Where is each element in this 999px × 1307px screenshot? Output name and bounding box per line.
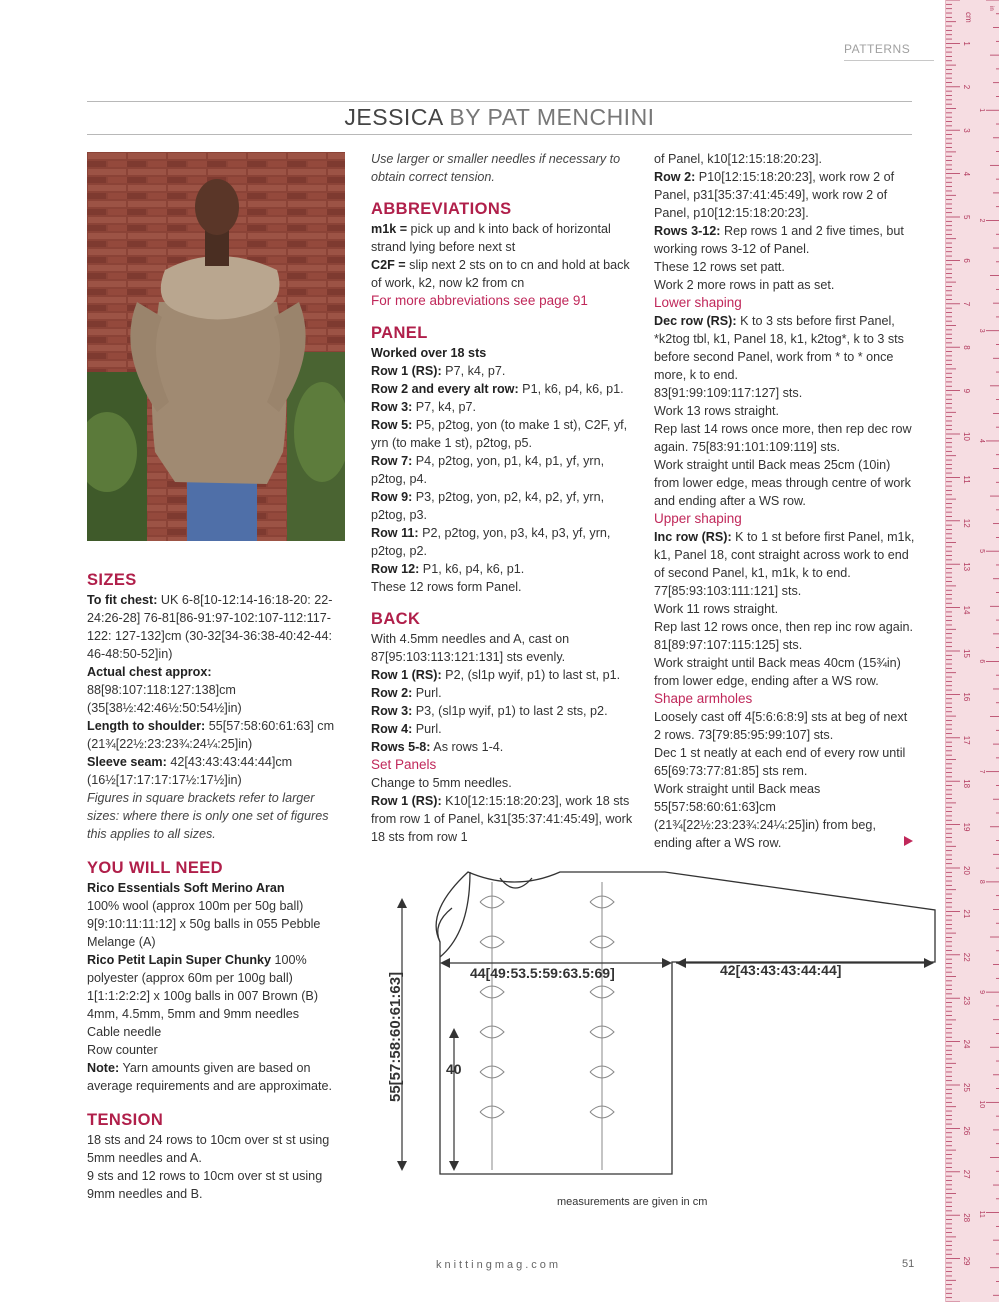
sleeve-label: Sleeve seam: <box>87 755 167 769</box>
panel-worked: Worked over 18 sts <box>371 346 487 360</box>
ruler-cm-number: 22 <box>962 952 971 962</box>
abbr-c2f-value: slip next 2 sts on to cn and hold at back of work, k2, now k2 from cn <box>371 258 630 290</box>
ruler-cm-number: 11 <box>962 475 971 484</box>
panel-row-2 <box>371 380 633 398</box>
upper-shaping-heading: Upper shaping <box>654 511 742 526</box>
tension-line-1: 18 sts and 24 rows to 10cm over st st using 5mm needles and A. <box>87 1133 330 1165</box>
row-text: P5, p2tog, yon (to make 1 st), C2F, yf, yrn (to make 1 st), p2tog, p5. <box>371 418 628 450</box>
abbr-m1k-label: m1k = <box>371 222 408 236</box>
title-rule-top <box>87 101 912 102</box>
row-2 <box>654 168 916 222</box>
ruler-cm-number: 19 <box>962 822 971 832</box>
row-text: As rows 1-4. <box>430 740 504 754</box>
ruler-cm-number: 4 <box>962 171 971 177</box>
row-label: Row 1 (RS): <box>371 364 442 378</box>
shape-armholes-heading: Shape armholes <box>654 691 753 706</box>
ruler-cm-number: 6 <box>962 258 971 263</box>
back-heading: BACK <box>371 610 421 628</box>
pattern-author: BY PAT MENCHINI <box>442 104 655 130</box>
needles: 4mm, 4.5mm, 5mm and 9mm needles <box>87 1007 300 1021</box>
ruler-cm-number: 9 <box>962 388 971 394</box>
row-label: Row 1 (RS): <box>371 794 442 808</box>
yarn2-line <box>87 951 349 1005</box>
ruler-in-number: 6 <box>978 659 985 664</box>
actual-line <box>87 663 349 717</box>
garment-outline <box>436 872 935 1174</box>
sleeve-measurement: 42[43:43:43:44:44] <box>720 962 842 978</box>
row-label: Rows 3-12: <box>654 224 721 238</box>
tension-line-2: 9 sts and 12 rows to 10cm over st st using 9mm needles and B. <box>87 1169 323 1201</box>
panel-row-1 <box>371 362 633 380</box>
ruler-cm-number: 27 <box>962 1169 971 1179</box>
row-label: Row 2: <box>654 170 696 184</box>
abbr-c2f <box>371 256 633 292</box>
body-length-measurement: 55[57:58:60:61:63] <box>387 971 404 1102</box>
row-label: Dec row (RS): <box>654 314 737 328</box>
chest-measurement: 44[49:53.5:59:63.5:69] <box>470 965 615 981</box>
row-text: P10[12:15:18:20:23], work row 2 of Panel, p31[35:37:41:45:49], work row 2 of Panel, p10[12:15:18:20:23]. <box>654 170 895 220</box>
back-row-2 <box>371 684 633 702</box>
set-pattern: These 12 rows set patt. <box>654 260 785 274</box>
dec-straight: Work 13 rows straight. <box>654 404 780 418</box>
ruler-cm-label: cm <box>964 12 973 23</box>
ruler-cm-number: 15 <box>962 649 971 658</box>
actual-label: Actual chest approx: <box>87 665 212 679</box>
ruler-in-label: in <box>988 6 994 11</box>
chest-label: To fit chest: <box>87 593 158 607</box>
cable-panels <box>480 882 614 1170</box>
row-label: Rows 5-8: <box>371 740 431 754</box>
abbr-m1k <box>371 220 633 256</box>
ruler-cm-number: 20 <box>962 866 971 875</box>
ruler-in-number: 11 <box>978 1210 985 1218</box>
row-text: P2, p2tog, yon, p3, k4, p3, yf, yrn, p2tog, p2. <box>371 526 611 558</box>
set-change-needles: Change to 5mm needles. <box>371 776 512 790</box>
ruler-cm-number: 3 <box>962 128 971 133</box>
panel-row-3 <box>371 398 633 416</box>
panel-row-5 <box>371 416 633 452</box>
sizes-heading: SIZES <box>87 571 137 589</box>
pattern-title <box>87 104 912 131</box>
work-more-rows: Work 2 more rows in patt as set. <box>654 278 835 292</box>
abbr-m1k-value: pick up and k into back of horizontal strand lying before next st <box>371 222 611 254</box>
ruler-in-number: 8 <box>978 879 985 884</box>
ruler-scale <box>946 0 999 1302</box>
ruler-cm-number: 5 <box>962 215 971 220</box>
ruler-cm-number: 13 <box>962 562 971 572</box>
ruler-in-number: 7 <box>978 769 985 774</box>
row-label: Row 2: <box>371 686 413 700</box>
dec-sts: 83[91:99:109:117:127] sts. <box>654 386 803 400</box>
pattern-name: JESSICA <box>344 104 443 130</box>
tension-intro: Use larger or smaller needles if necessary to obtain correct tension. <box>371 152 621 184</box>
row-text: P7, k4, p7. <box>412 400 476 414</box>
column-1 <box>87 561 349 1203</box>
sizes-note: Figures in square brackets refer to larger sizes: where there is only one set of figures this applies to all sizes. <box>87 791 329 841</box>
panel-end: These 12 rows form Panel. <box>371 580 522 594</box>
actual-value: 88[98:107:118:127:138]cm (35[38½:42:46½:50:54½]in) <box>87 683 242 715</box>
row-text: P7, k4, p7. <box>441 364 506 378</box>
section-label: PATTERNS <box>844 42 934 61</box>
tension-heading: TENSION <box>87 1111 164 1129</box>
measuring-ruler <box>945 0 999 1302</box>
dec-row <box>654 312 916 384</box>
panel-row-11 <box>371 524 633 560</box>
row-text: K to 1 st before first Panel, m1k, k1, Panel 18, cont straight across work to end of second Panel, k1, m1k, k to end. <box>654 530 915 580</box>
sleeve-value: 42[43:43:43:44:44]cm (16½[17:17:17:17½:17½]in) <box>87 755 293 787</box>
ruler-cm-number: 1 <box>962 41 971 46</box>
row-text: Purl. <box>412 722 442 736</box>
row-counter: Row counter <box>87 1043 158 1057</box>
set-row-1 <box>371 792 633 846</box>
back-cast-on: With 4.5mm needles and A, cast on 87[95:103:113:121:131] sts evenly. <box>371 632 570 664</box>
ruler-cm-number: 14 <box>962 605 971 615</box>
schematic-drawing <box>380 862 940 1182</box>
length-label: Length to shoulder: <box>87 719 206 733</box>
need-note-value: Yarn amounts given are based on average requirements and are approximate. <box>87 1061 333 1093</box>
ruler-cm-number: 21 <box>962 909 971 919</box>
panel-row-9 <box>371 488 633 524</box>
ruler-cm-number: 18 <box>962 779 971 789</box>
dimension-arrowheads <box>397 898 934 1171</box>
column-2 <box>371 150 633 846</box>
ruler-in-number: 9 <box>978 990 985 995</box>
panel-row-12 <box>371 560 633 578</box>
dec-repeat: Rep last 14 rows once more, then rep dec row again. 75[83:91:101:109:119] sts. <box>654 422 912 454</box>
row-label: Row 7: <box>371 454 413 468</box>
ruler-cm-number: 29 <box>962 1256 971 1266</box>
continued-text: of Panel, k10[12:15:18:20:23]. <box>654 152 823 166</box>
row-label: Inc row (RS): <box>654 530 732 544</box>
ruler-cm-number: 24 <box>962 1039 971 1049</box>
back-row-1 <box>371 666 633 684</box>
dec-until: Work straight until Back meas 25cm (10in) from lower edge, meas through centre of work and ending after a WS row. <box>654 458 911 508</box>
dimension-lines <box>402 902 930 1167</box>
row-text: Rep rows 1 and 2 five times, but working rows 3-12 of Panel. <box>654 224 904 256</box>
ruler-cm-number: 7 <box>962 301 971 307</box>
abbr-c2f-label: C2F = <box>371 258 406 272</box>
need-heading: YOU WILL NEED <box>87 859 223 877</box>
yarn1-desc: 100% wool (approx 100m per 50g ball) 9[9:10:11:11:12] x 50g balls in 055 Pebble Melange (A) <box>87 899 321 949</box>
row-text: P1, k6, p4, k6, p1. <box>518 382 624 396</box>
inc-sts: 77[85:93:103:111:121] sts. <box>654 584 802 598</box>
ruler-in-number: 10 <box>978 1100 985 1109</box>
row-text: K10[12:15:18:20:23], work 18 sts from row 1 of Panel, k31[35:37:41:45:49], work 18 sts from row 1 <box>371 794 633 844</box>
row-label: Row 11: <box>371 526 419 540</box>
row-text: P3, (sl1p wyif, p1) to last 2 sts, p2. <box>412 704 608 718</box>
row-text: P4, p2tog, yon, p1, k4, p1, yf, yrn, p2tog, p4. <box>371 454 605 486</box>
ruler-in-number: 1 <box>978 108 985 113</box>
ruler-cm-number: 26 <box>962 1126 971 1136</box>
garment-schematic <box>380 862 940 1182</box>
length-line <box>87 717 349 753</box>
row-label: Row 2 and every alt row: <box>371 382 519 396</box>
ruler-cm-number: 28 <box>962 1213 971 1223</box>
need-note <box>87 1059 349 1095</box>
continue-arrow-icon[interactable] <box>904 836 913 846</box>
ruler-cm-number: 25 <box>962 1083 971 1092</box>
chest-line <box>87 591 349 663</box>
lower-shaping-heading: Lower shaping <box>654 295 742 310</box>
rows-3-12 <box>654 222 916 258</box>
set-panels-heading: Set Panels <box>371 757 437 772</box>
back-row-3 <box>371 702 633 720</box>
inc-row <box>654 528 916 582</box>
ruler-in-number: 4 <box>978 438 985 443</box>
row-label: Row 4: <box>371 722 413 736</box>
armhole-until: Work straight until Back meas 55[57:58:60:61:63]cm (21¾[22½:23:23¾:24¼:25]in) from beg, ending after a WS row. <box>654 782 876 850</box>
ruler-cm-number: 10 <box>962 432 971 441</box>
panel-row-7 <box>371 452 633 488</box>
ruler-cm-number: 12 <box>962 518 971 528</box>
row-label: Row 12: <box>371 562 420 576</box>
row-text: K to 3 sts before first Panel, *k2tog tbl, k1, Panel 18, k1, k2tog*, k to 3 sts before second Panel, work from * to * once more, k to end. <box>654 314 904 382</box>
back-rows-5-8 <box>371 738 633 756</box>
ruler-cm-number: 8 <box>962 345 971 350</box>
row-label: Row 1 (RS): <box>371 668 442 682</box>
footer-website: knittingmag.com <box>436 1259 562 1271</box>
ruler-cm-number: 17 <box>962 735 971 745</box>
abbreviations-heading: ABBREVIATIONS <box>371 200 512 218</box>
ruler-in-number: 3 <box>978 328 985 333</box>
length-value: 55[57:58:60:61:63] cm (21¾[22½:23:23¾:24¼:25]in) <box>87 719 335 751</box>
row-label: Row 3: <box>371 704 413 718</box>
row-text: P1, k6, p4, k6, p1. <box>419 562 525 576</box>
armhole-cast-off: Loosely cast off 4[5:6:6:8:9] sts at beg of next 2 rows. 73[79:85:95:99:107] sts. <box>654 710 908 742</box>
sleeve-line <box>87 753 349 789</box>
schematic-caption: measurements are given in cm <box>557 1196 708 1208</box>
ruler-cm-number: 16 <box>962 692 971 702</box>
need-note-label: Note: <box>87 1061 120 1075</box>
row-text: P2, (sl1p wyif, p1) to last st, p1. <box>441 668 621 682</box>
yarn2-name: Rico Petit Lapin Super Chunky <box>87 953 272 967</box>
panel-heading: PANEL <box>371 324 428 342</box>
back-row-4 <box>371 720 633 738</box>
ruler-in-number: 2 <box>978 218 985 223</box>
title-rule-bottom <box>87 134 912 135</box>
yarn1-name: Rico Essentials Soft Merino Aran <box>87 881 285 895</box>
page-number: 51 <box>902 1258 915 1270</box>
inc-repeat: Rep last 12 rows once, then rep inc row again. 81[89:97:107:115:125] sts. <box>654 620 914 652</box>
chest-value: UK 6-8[10-12:14-16:18-20: 22-24:26-28] 76-81[86-91:97-102:107-112:117-122: 127-132]cm (30-32[34-36:38-40:42-44: 46-48:50-52]in) <box>87 593 333 661</box>
inc-until: Work straight until Back meas 40cm (15¾in) from lower edge, ending after a WS row. <box>654 656 901 688</box>
ruler-in-number: 5 <box>978 549 985 554</box>
row-text: Purl. <box>412 686 442 700</box>
lower-length-measurement: 40 <box>446 1061 462 1077</box>
row-label: Row 3: <box>371 400 413 414</box>
row-label: Row 9: <box>371 490 413 504</box>
cable-needle: Cable needle <box>87 1025 162 1039</box>
row-label: Row 5: <box>371 418 413 432</box>
inc-straight: Work 11 rows straight. <box>654 602 779 616</box>
column-3 <box>654 150 916 852</box>
yarn2-desc: 100% polyester (approx 60m per 100g ball) 1[1:1:2:2:2] x 100g balls in 007 Brown (B) <box>87 953 319 1003</box>
row-text: P3, p2tog, yon, p2, k4, p2, yf, yrn, p2tog, p3. <box>371 490 605 522</box>
more-abbreviations-link[interactable]: For more abbreviations see page 91 <box>371 293 588 308</box>
armhole-dec: Dec 1 st neatly at each end of every row until 65[69:73:77:81:85] sts rem. <box>654 746 906 778</box>
model-photo <box>87 152 345 541</box>
model-photo-illustration <box>87 152 345 541</box>
ruler-cm-number: 23 <box>962 996 971 1006</box>
ruler-cm-number: 2 <box>962 84 971 90</box>
